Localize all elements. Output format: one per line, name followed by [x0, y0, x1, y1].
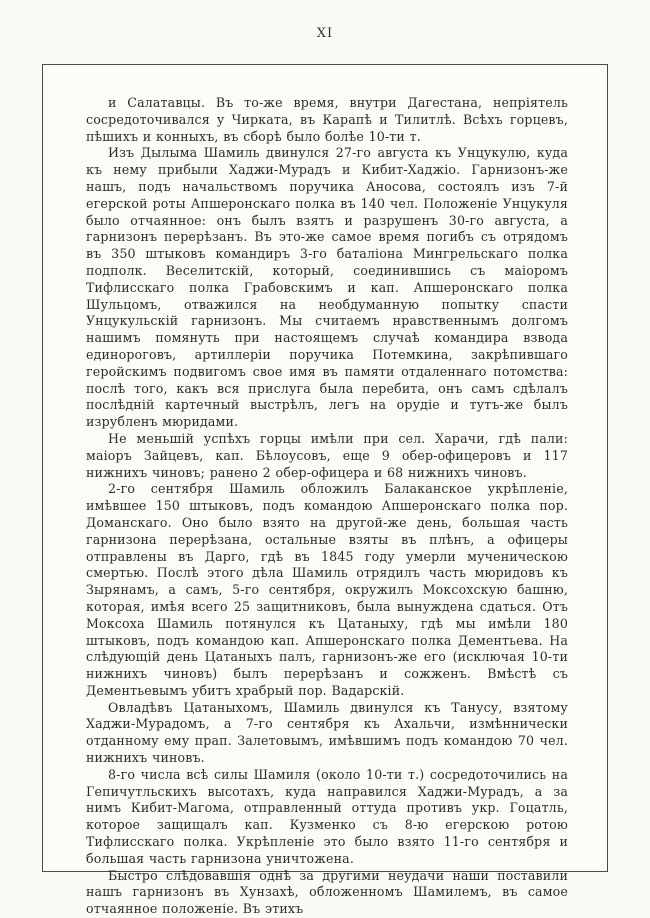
- paragraph: 2-го сентября Шамиль обложилъ Балаканское укрѣпленіе, имѣвшее 150 штыковъ, подъ командою Апшеронскаго полка пор. Доманскаго. Оно было взято на другой-же день, большая часть гарнизона перерѣзана, остальные взяты въ плѣнъ, а офицеры отправлены въ Дарго, гдѣ въ 1845 году умерли мученическою смертью. Послѣ этого дѣла Шамиль отрядилъ часть мюридовъ къ Зырянамъ, а самъ, 5-го сентября, окружилъ Моксохскую башню, которая, имѣя всего 25 защитниковъ, была вынуждена сдаться. Отъ Моксоха Шамиль потянулся къ Цатаныху, гдѣ мы имѣли 180 штыковъ, подъ командою кап. Апшеронскаго полка Дементьева. На слѣдующій день Цатаныхъ палъ, гарнизонъ-же его (исключая 10-ти нижнихъ чиновъ) былъ перерѣзанъ и сожженъ. Вмѣстѣ съ Дементьевымъ убитъ храбрый пор. Вадарскій.: [86, 481, 568, 698]
- paragraph: Овладѣвъ Цатаныхомъ, Шамиль двинулся къ Танусу, взятому Хаджи-Мурадомъ, а 7-го сентября къ Ахальчи, измѣннически отданному ему прап. Залетовымъ, имѣвшимъ подъ командою 70 чел. нижнихъ чиновъ.: [86, 699, 568, 766]
- page-text-block: [86, 95, 568, 918]
- paragraph: Быстро слѣдовавшія однѣ за другими неудачи наши поставили нашъ гарнизонъ въ Хунзахѣ, обложенномъ Шамилемъ, въ самое отчаянное положеніе. Въ этихъ: [86, 867, 568, 917]
- paragraph: 8-го числа всѣ силы Шамиля (около 10-ти т.) сосредоточились на Гепичутльскихъ высотахъ, куда направился Хаджи-Мурадъ, а за нимъ Кибит-Магома, отправленный оттуда противъ укр. Гоцатль, которое защищалъ кап. Кузменко съ 8-ю егерскою ротою Тифлисскаго полка. Укрѣпленіе это было взято 11-го сентября и большая часть гарнизона уничтожена.: [86, 766, 568, 866]
- paragraph: Не меньшій успѣхъ горцы имѣли при сел. Харачи, гдѣ пали: маіоръ Зайцевъ, кап. Бѣлоусовъ, еще 9 обер-офицеровъ и 117 нижнихъ чиновъ; ранено 2 обер-офицера и 68 нижнихъ чиновъ.: [86, 430, 568, 480]
- paragraph: Изъ Дылыма Шамиль двинулся 27-го августа къ Унцукулю, куда къ нему прибыли Хаджи-Мурадъ и Кибит-Хаджіо. Гарнизонъ-же нашъ, подъ начальствомъ поручика Аносова, состоялъ изъ 7-й егерской роты Апшеронскаго полка въ 140 чел. Положеніе Унцукуля было отчаянное: онъ былъ взятъ и разрушенъ 30-го августа, а гарнизонъ перерѣзанъ. Въ это-же самое время погибъ съ отрядомъ въ 350 штыковъ командиръ 3-го баталіона Мингрельскаго полка подполк. Веселитскій, который, соединившись съ маіоромъ Тифлисскаго полка Грабовскимъ и кап. Апшеронскаго полка Шульцомъ, отважился на необдуманную попытку спасти Унцукульскій гарнизонъ. Мы считаемъ нравственнымъ долгомъ нашимъ помянуть при настоящемъ случаѣ командира взвода единороговъ, артиллеріи поручика Потемкина, закрѣпившаго геройскимъ подвигомъ свое имя въ памяти отдаленнаго потомства: послѣ того, какъ вся прислуга была перебита, онъ самъ сдѣлалъ послѣдній картечный выстрѣлъ, легъ на орудіе и тутъ-же былъ изрубленъ мюридами.: [86, 145, 568, 430]
- page-number: XI: [316, 26, 334, 41]
- paragraph: и Салатавцы. Въ то-же время, внутри Дагестана, непріятель сосредоточивался у Чирката, въ Карапѣ и Тилитлѣ. Всѣхъ горцевъ, пѣшихъ и конныхъ, въ сборѣ было болѣе 10-ти т.: [86, 95, 568, 144]
- page-frame: [42, 64, 608, 917]
